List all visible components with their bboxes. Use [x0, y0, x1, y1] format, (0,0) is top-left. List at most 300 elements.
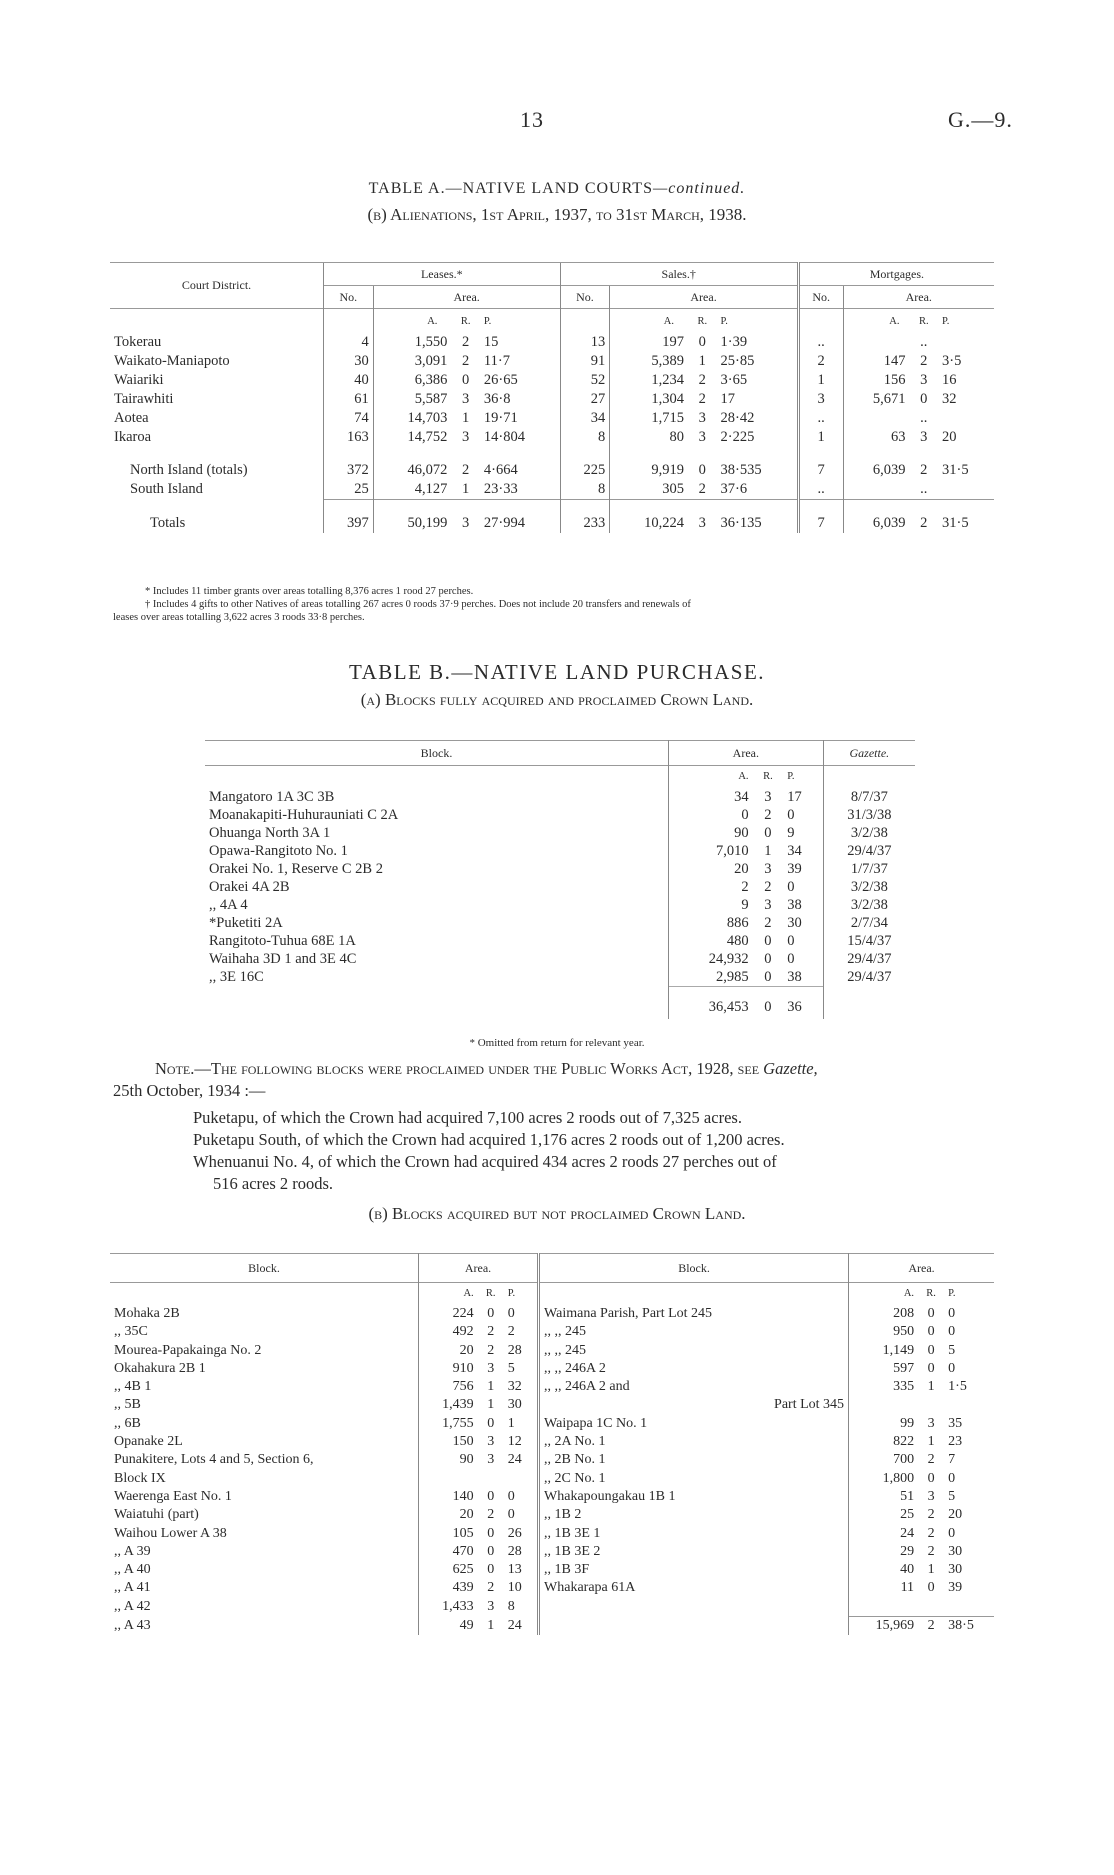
sales-roods: 2: [698, 481, 706, 497]
col-leases-no: No.: [324, 286, 374, 309]
leases-perches: 14·804: [483, 429, 526, 445]
area-perches: 0: [787, 807, 795, 823]
col-sales: Sales.†: [560, 263, 798, 286]
unit-perches: P.: [720, 315, 728, 327]
sales-acres: 197: [610, 333, 688, 352]
mortgages-roods: 2: [920, 462, 928, 478]
unit-roods: R.: [697, 315, 708, 327]
leases-acres: 14,752: [373, 428, 451, 447]
left-area-acres: 150: [419, 1433, 478, 1451]
left-block-name: ,, A 42: [114, 1599, 151, 1614]
col-mortgages: Mortgages.: [798, 263, 994, 286]
right-area-acres: [849, 1598, 919, 1617]
right-area-acres: 40: [849, 1561, 919, 1579]
right-area-acres: 11: [849, 1579, 919, 1597]
sales-number: 8: [560, 428, 610, 447]
unit-acres: A.: [610, 309, 688, 334]
mortgages-perches: 16: [942, 372, 957, 388]
left-block-name: Opanake 2L: [114, 1434, 183, 1450]
area-acres: 24,932: [669, 950, 753, 968]
district-row: [110, 333, 994, 352]
right-area-roods: 0: [927, 1324, 935, 1340]
area-perches: 39: [787, 861, 802, 877]
court-district: Ikaroa: [114, 429, 152, 445]
block-name: Moanakapiti-Huhurauniati C 2A: [209, 807, 399, 823]
block-row: [205, 950, 915, 968]
left-area-perches: 30: [507, 1397, 522, 1413]
right-area-acres: 29: [849, 1543, 919, 1561]
court-district: North Island (totals): [130, 462, 248, 478]
district-row: [110, 371, 994, 390]
left-area-perches: 28: [507, 1543, 522, 1559]
right-block-name: ,, 2C No. 1: [539, 1470, 849, 1488]
right-area-roods: 1: [927, 1379, 935, 1395]
court-district: Aotea: [114, 410, 149, 426]
block-name: Rangitoto-Tuhua 68E 1A: [209, 933, 356, 949]
block-pair-row: [110, 1342, 994, 1360]
mortgages-perches: 31·5: [942, 462, 969, 478]
right-area-acres: 24: [849, 1525, 919, 1543]
table-b-subtitle-b: (b) Blocks acquired but not proclaimed Crown Land.: [368, 1204, 746, 1223]
leases-perches: 26·65: [483, 372, 518, 388]
leases-number: 163: [324, 428, 374, 447]
right-area-roods: 2: [927, 1543, 935, 1559]
left-area-roods: 3: [487, 1599, 495, 1614]
sales-perches: 2·225: [720, 429, 755, 445]
unit-roods: R.: [918, 315, 929, 327]
unit-acres: A.: [419, 1283, 478, 1306]
table-a-alienations: [110, 262, 994, 533]
sales-acres: 1,304: [610, 390, 688, 409]
unit-perches: P.: [787, 771, 795, 782]
table-b-body: [205, 788, 915, 987]
sales-acres: 10,224: [610, 500, 688, 534]
mortgages-perches: 32: [942, 391, 957, 407]
leases-number: 372: [324, 447, 374, 480]
unit-roods: R.: [763, 771, 773, 782]
area-acres: 480: [669, 932, 753, 950]
area-acres: 90: [669, 824, 753, 842]
left-area-perches: 8: [507, 1599, 515, 1614]
table-a-totals: [110, 500, 994, 534]
block-pair-row: [110, 1470, 994, 1488]
area-roods: 0: [764, 933, 772, 949]
court-district: South Island: [130, 481, 203, 498]
right-area-acres: 51: [849, 1488, 919, 1506]
mortgages-number: ..: [798, 409, 843, 428]
sales-roods: 1: [698, 353, 706, 369]
right-area-perches: 7: [948, 1452, 956, 1468]
left-block-name: ,, A 41: [114, 1580, 151, 1596]
block-pair-row: [110, 1561, 994, 1579]
right-area-acres: 335: [849, 1378, 919, 1396]
left-block-name: ,, A 43: [114, 1617, 151, 1633]
left-area-acres: 224: [419, 1305, 478, 1323]
sales-roods: 3: [698, 410, 706, 426]
left-area-perches: 28: [507, 1342, 522, 1358]
mortgages-roods: 2: [910, 500, 939, 534]
right-block-name: ,, ,, 246A 2: [539, 1360, 849, 1378]
table-a-footnote-gifts: † Includes 4 gifts to other Natives of areas totalling 267 acres 0 roods 37·9 perches. Does not include 20 transfers and renewals of: [145, 599, 691, 610]
table-a-body: [110, 333, 994, 447]
block-pair-row: [110, 1598, 994, 1617]
block-pair-row: [110, 1305, 994, 1323]
right-block-name: Waimana Parish, Part Lot 245: [539, 1305, 849, 1323]
area-perches: 0: [787, 879, 795, 895]
area-acres: 2,985: [669, 968, 753, 987]
left-area-roods: 0: [487, 1543, 495, 1559]
leases-roods: 1: [462, 410, 470, 426]
gazette-date: 29/4/37: [823, 842, 915, 860]
right-area-acres: 1,800: [849, 1470, 919, 1488]
area-acres: 34: [669, 788, 753, 806]
col-area-right: Area.: [849, 1254, 994, 1283]
sales-number: 233: [560, 500, 610, 534]
leases-perches: 36·8: [483, 391, 511, 407]
right-block-name: Whakarapa 61A: [539, 1579, 849, 1597]
table-a-subtitle: (b) Alienations, 1st April, 1937, to 31st March, 1938.: [367, 205, 747, 224]
mortgages-perches: 31·5: [938, 500, 994, 534]
left-block-name: ,, A 39: [114, 1543, 151, 1559]
right-area-perches: 0: [948, 1324, 956, 1340]
court-district: Tairawhiti: [114, 391, 174, 407]
right-area-perches: 0: [948, 1360, 956, 1376]
mortgages-number: 2: [798, 352, 843, 371]
mortgages-perches: [938, 409, 994, 428]
right-area-acres: 15,969: [849, 1617, 919, 1636]
leases-number: 61: [324, 390, 374, 409]
unit-acres: A.: [849, 1283, 919, 1306]
left-area-roods: 0: [487, 1562, 495, 1578]
area-roods: 3: [764, 861, 772, 877]
sales-perches: 17: [720, 391, 736, 407]
left-area-acres: 20: [419, 1506, 478, 1524]
right-block-name: ,, ,, 245: [539, 1342, 849, 1360]
right-area-perches: 39: [948, 1580, 963, 1596]
left-area-acres: 439: [419, 1579, 478, 1597]
left-area-acres: 1,755: [419, 1415, 478, 1433]
block-name: ,, 4A 4: [209, 897, 248, 913]
table-a-title-main: TABLE A.—NATIVE LAND COURTS: [368, 180, 653, 197]
table-b-b-body: [110, 1305, 994, 1635]
right-area-acres: 208: [849, 1305, 919, 1323]
table-a-title-continued: —continued.: [652, 180, 746, 197]
right-area-perches: 30: [948, 1562, 963, 1578]
col-block: Block.: [420, 745, 453, 760]
gazette-date: 31/3/38: [823, 806, 915, 824]
block-row: [205, 842, 915, 860]
left-area-perches: 24: [507, 1452, 522, 1468]
district-row: [110, 352, 994, 371]
mortgages-acres: [843, 333, 909, 352]
court-district: Waikato-Maniapoto: [114, 353, 230, 369]
left-area-acres: 1,439: [419, 1396, 478, 1414]
block-name: Opawa-Rangitoto No. 1: [209, 843, 348, 859]
leases-acres: 46,072: [373, 447, 451, 480]
left-area-perches: 2: [507, 1324, 515, 1340]
area-perches: 38: [787, 969, 802, 985]
note-date: 25th October, 1934 :—: [113, 1081, 266, 1100]
right-area-roods: [918, 1598, 944, 1617]
area-roods: 3: [764, 789, 772, 805]
mortgages-number: 1: [798, 371, 843, 390]
district-row: [110, 428, 994, 447]
leases-roods: 3: [462, 391, 470, 407]
left-area-roods: 3: [487, 1360, 495, 1376]
leases-perches: 19·71: [483, 410, 518, 426]
gazette-date: 2/7/34: [823, 914, 915, 932]
mortgages-roods: ..: [920, 334, 928, 350]
left-area-roods: 1: [487, 1617, 495, 1633]
block-pair-row: [110, 1360, 994, 1378]
leases-roods: 2: [462, 353, 470, 369]
block-name: ,, 3E 16C: [209, 969, 264, 986]
leases-number: 4: [324, 333, 374, 352]
right-area-perches: 30: [948, 1543, 963, 1559]
right-area-roods: 0: [927, 1470, 935, 1486]
sales-perches: 1·39: [720, 334, 748, 350]
gazette-date: 29/4/37: [823, 968, 915, 987]
left-area-roods: 2: [487, 1580, 495, 1596]
sales-acres: 305: [610, 480, 688, 500]
block-pair-row: [110, 1323, 994, 1341]
leases-acres: 3,091: [373, 352, 451, 371]
table-b-not-proclaimed: [110, 1253, 994, 1635]
unit-perches: P.: [483, 315, 492, 327]
block-name: Waihaha 3D 1 and 3E 4C: [209, 951, 357, 967]
left-block-name: Okahakura 2B 1: [114, 1360, 206, 1376]
block-row: [205, 968, 915, 987]
left-block-name: ,, 35C: [114, 1324, 148, 1340]
gazette-date: 29/4/37: [823, 950, 915, 968]
right-area-perches: 23: [948, 1434, 963, 1450]
mortgages-number: ..: [798, 333, 843, 352]
sales-perches: 3·65: [720, 372, 748, 388]
document-reference: G.—9.: [948, 107, 1013, 132]
leases-number: 25: [324, 480, 374, 500]
sales-roods: 0: [698, 334, 706, 350]
totals-label: Totals: [150, 514, 186, 531]
block-pair-row: [110, 1415, 994, 1433]
left-area-roods: 2: [487, 1342, 495, 1358]
mortgages-number: 1: [798, 428, 843, 447]
left-area-roods: 3: [487, 1452, 495, 1468]
block-row: [205, 896, 915, 914]
left-block-name: Waiatuhi (part): [114, 1507, 199, 1523]
left-area-perches: 10: [507, 1580, 522, 1596]
area-acres: 886: [669, 914, 753, 932]
area-roods: 2: [764, 915, 772, 931]
court-district: Tokerau: [114, 334, 162, 350]
block-row: [205, 878, 915, 896]
mortgages-perches: [938, 333, 994, 352]
area-perches: 34: [787, 843, 802, 859]
gazette-date: 8/7/37: [823, 788, 915, 806]
left-block-name: Mourea-Papakainga No. 2: [114, 1342, 262, 1358]
area-roods: 0: [764, 951, 772, 967]
mortgages-roods: 2: [920, 353, 928, 369]
left-area-roods: 3: [487, 1434, 495, 1450]
left-area-perches: 13: [507, 1562, 522, 1578]
mortgages-acres: 63: [843, 428, 909, 447]
leases-acres: 5,587: [373, 390, 451, 409]
left-block-name: Block IX: [114, 1470, 166, 1486]
unit-acres: A.: [669, 766, 753, 789]
col-leases: Leases.*: [324, 263, 561, 286]
left-area-acres: 49: [419, 1617, 478, 1636]
left-block-name: ,, 5B: [114, 1397, 141, 1413]
area-roods: 0: [764, 825, 772, 841]
block-row: [205, 788, 915, 806]
left-area-perches: 0: [507, 1488, 515, 1504]
leases-number: 30: [324, 352, 374, 371]
right-block-name: ,, 1B 2: [539, 1506, 849, 1524]
block-row: [205, 932, 915, 950]
note-item-whenuanui-cont: 516 acres 2 roods.: [213, 1174, 334, 1193]
table-a-footnote-gifts-cont: leases over areas totalling 3,622 acres 3 roods 33·8 perches.: [113, 612, 365, 623]
note-item-puketapu-south: Puketapu South, of which the Crown had acquired 1,176 acres 2 roods out of 1,200 acres.: [193, 1130, 785, 1149]
block-row: [205, 824, 915, 842]
sales-roods: 2: [698, 391, 706, 407]
right-block-name: ,, ,, 246A 2 and: [539, 1378, 849, 1396]
mortgages-acres: 156: [843, 371, 909, 390]
sales-acres: 9,919: [610, 447, 688, 480]
leases-perches: 11·7: [483, 353, 510, 369]
gazette-date: 15/4/37: [823, 932, 915, 950]
sales-roods: 3: [688, 500, 717, 534]
table-b-fully-acquired: [205, 740, 915, 1019]
sales-perches: 28·42: [720, 410, 755, 426]
note-item-puketapu: Puketapu, of which the Crown had acquired 7,100 acres 2 roods out of 7,325 acres.: [193, 1108, 742, 1127]
col-mortgages-no: No.: [798, 286, 843, 309]
page-number: 13: [520, 107, 544, 132]
block-row: [205, 860, 915, 878]
left-area-perches: 26: [507, 1525, 522, 1541]
right-area-roods: 0: [927, 1580, 935, 1596]
units-row: [205, 766, 915, 789]
unit-acres: A.: [373, 309, 451, 334]
left-area-roods: 1: [487, 1397, 495, 1413]
leases-acres: 14,703: [373, 409, 451, 428]
block-name: *Puketiti 2A: [209, 915, 283, 931]
col-court-district: Court District.: [110, 263, 324, 309]
area-roods: 1: [764, 843, 772, 859]
right-area-roods: 0: [927, 1342, 935, 1358]
sales-acres: 80: [610, 428, 688, 447]
unit-roods: R.: [460, 315, 471, 327]
area-roods: 3: [764, 897, 772, 913]
leases-perches: 27·994: [480, 500, 560, 534]
leases-perches: 4·664: [483, 462, 518, 478]
area-acres: 7,010: [669, 842, 753, 860]
right-block-name: ,, ,, 245: [539, 1323, 849, 1341]
left-area-acres: 1,433: [419, 1598, 478, 1617]
right-area-roods: 3: [927, 1415, 935, 1431]
left-block-name: Punakitere, Lots 4 and 5, Section 6,: [114, 1452, 314, 1468]
left-block-name: ,, A 40: [114, 1562, 151, 1578]
left-area-acres: 756: [419, 1378, 478, 1396]
area-roods: 0: [764, 969, 772, 985]
block-name: Mangatoro 1A 3C 3B: [209, 789, 335, 805]
sales-roods: 0: [698, 462, 706, 478]
block-pair-row: [110, 1579, 994, 1597]
unit-perches: P.: [942, 315, 950, 327]
right-area-perches: 0: [948, 1525, 956, 1541]
table-a-footnote-timber: * Includes 11 timber grants over areas totalling 8,376 acres 1 rood 27 perches.: [145, 586, 474, 597]
sales-number: 225: [560, 447, 610, 480]
right-area-acres: 822: [849, 1433, 919, 1451]
right-area-roods: 1: [927, 1434, 935, 1450]
unit-perches: P.: [507, 1287, 516, 1299]
right-area-perches: [944, 1396, 994, 1414]
right-area-acres: 700: [849, 1451, 919, 1469]
left-area-perches: 32: [507, 1379, 522, 1395]
right-area-perches: 1·5: [948, 1379, 967, 1395]
block-row: [205, 806, 915, 824]
right-block-name: [539, 1598, 849, 1617]
col-sales-area: Area.: [610, 286, 799, 309]
sales-perches: 37·6: [720, 481, 748, 497]
left-area-roods: 1: [487, 1379, 495, 1395]
area-acres: 9: [669, 896, 753, 914]
area-roods: 2: [764, 879, 772, 895]
left-area-acres: 910: [419, 1360, 478, 1378]
block-row: [205, 914, 915, 932]
unit-roods: R.: [926, 1287, 936, 1299]
area-perches: 38: [787, 897, 802, 913]
right-block-name: ,, 2B No. 1: [539, 1451, 849, 1469]
right-area-perches: 38·5: [944, 1617, 994, 1636]
mortgages-roods: 3: [920, 429, 928, 445]
right-area-perches: 20: [948, 1507, 963, 1523]
left-area-acres: 470: [419, 1543, 478, 1561]
left-area-perches: 1: [507, 1415, 515, 1431]
right-block-name: ,, 1B 3F: [539, 1561, 849, 1579]
block-pair-row: [110, 1525, 994, 1543]
unit-acres: A.: [843, 309, 909, 334]
area-perches: 17: [787, 789, 802, 805]
leases-acres: 50,199: [373, 500, 451, 534]
mortgages-number: 7: [798, 500, 843, 534]
district-row: [110, 390, 994, 409]
right-block-name: Part Lot 345: [539, 1396, 849, 1414]
right-area-acres: 597: [849, 1360, 919, 1378]
gazette-date: 1/7/37: [823, 860, 915, 878]
right-block-name: Whakapoungakau 1B 1: [539, 1488, 849, 1506]
note-gazette: Gazette,: [763, 1059, 818, 1078]
left-block-name: ,, 4B 1: [114, 1379, 152, 1395]
area-perches: 0: [787, 933, 795, 949]
block-pair-row: [110, 1451, 994, 1469]
col-block-left: Block.: [248, 1260, 280, 1275]
left-area-acres: 140: [419, 1488, 478, 1506]
col-mortgages-area: Area.: [843, 286, 994, 309]
block-pair-row: [110, 1433, 994, 1451]
table-a-island-rows: [110, 447, 994, 500]
right-block-name: Waipapa 1C No. 1: [539, 1415, 849, 1433]
table-a-title: [0, 180, 1114, 198]
leases-roods: 3: [462, 429, 470, 445]
table-b-footnote: * Omitted from return for relevant year.: [469, 1037, 645, 1049]
mortgages-number: 3: [798, 390, 843, 409]
mortgages-roods: ..: [920, 410, 928, 426]
unit-perches: P.: [948, 1287, 956, 1299]
left-area-acres: 625: [419, 1561, 478, 1579]
block-pair-row: [110, 1396, 994, 1414]
right-area-acres: 99: [849, 1415, 919, 1433]
left-area-acres: 90: [419, 1451, 478, 1469]
right-area-acres: [849, 1396, 919, 1414]
